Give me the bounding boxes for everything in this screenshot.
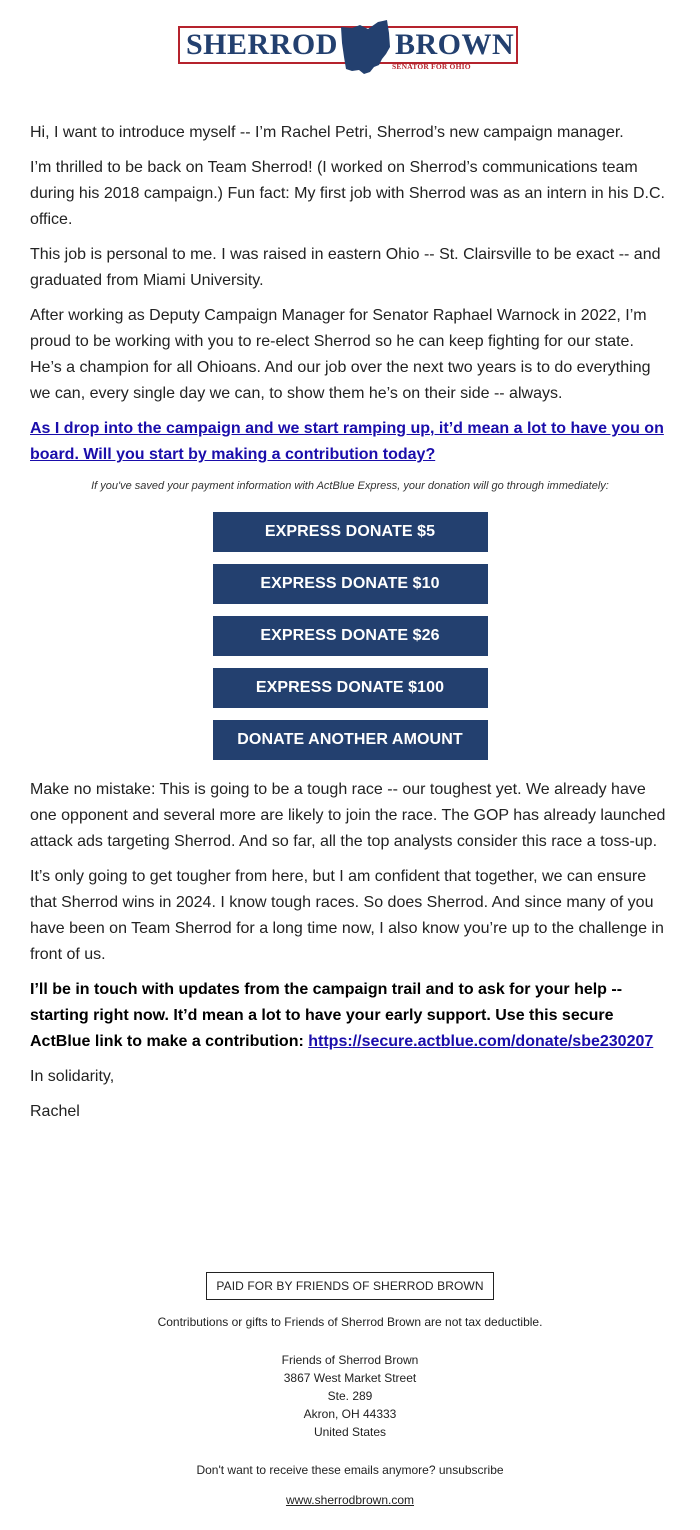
- logo-name-right: BROWN: [395, 28, 515, 61]
- logo-name-left: SHERROD: [186, 28, 338, 61]
- team-paragraph: I’m thrilled to be back on Team Sherrod! (I worked on Sherrod’s communications team during his 2018 campaign.) Fun fact: My first job with Sherrod was as an intern in his D.C. office.: [30, 159, 665, 228]
- actblue-donate-link[interactable]: https://secure.actblue.com/donate/sbe230207: [308, 1033, 654, 1050]
- sherrod-brown-logo: [178, 19, 522, 74]
- email-footer: [0, 1272, 700, 1507]
- tough-race-paragraph: Make no mistake: This is going to be a tough race -- our toughest yet. We already have one opponent and several more are likely to join the race. The GOP has already launched attack ads targeting Sherrod. And so far, all the top analysts consider this race a toss-up.: [30, 781, 666, 850]
- support-text: I’ll be in touch with updates from the campaign trail and to ask for your help -- starting right now. It’d mean a lot to have your early support. Use this secure ActBlue link to make a contribution:: [30, 981, 623, 1050]
- contribution-cta-link[interactable]: As I drop into the campaign and we start ramping up, it’d mean a lot to have you on board. Will you start by making a contribution today?: [30, 420, 664, 463]
- closing: In solidarity,: [30, 1068, 115, 1085]
- tax-disclaimer: Contributions or gifts to Friends of Sherrod Brown are not tax deductible.: [157, 1315, 543, 1329]
- express-donate-10-button[interactable]: EXPRESS DONATE $10: [213, 564, 488, 604]
- ohio-state-icon: [338, 19, 392, 75]
- address-line: Akron, OH 44333: [303, 1407, 397, 1421]
- donate-button-group: [30, 512, 670, 772]
- paid-for-disclaimer: PAID FOR BY FRIENDS OF SHERROD BROWN: [206, 1272, 493, 1300]
- warnock-paragraph: After working as Deputy Campaign Manager for Senator Raphael Warnock in 2022, I’m proud to be working with you to re-elect Sherrod so he can keep fighting for our state. He’s a champion for all Ohioans. And our job over the next two years is to do everything we can, every single day we can, to show them he’s on their side -- always.: [30, 307, 651, 402]
- unsubscribe-link[interactable]: Don't want to receive these emails anymore? unsubscribe: [196, 1463, 504, 1477]
- mailing-address: [0, 1351, 700, 1441]
- confidence-paragraph: It’s only going to get tougher from here, but I am confident that together, we can ensure that Sherrod wins in 2024. I know tough races. So does Sherrod. And since many of you have been on Team Sherrod for a long time now, I also know you’re up to the challenge in front of us.: [30, 868, 664, 963]
- address-line: Ste. 289: [327, 1389, 373, 1403]
- express-donate-100-button[interactable]: EXPRESS DONATE $100: [213, 668, 488, 708]
- website-link[interactable]: www.sherrodbrown.com: [285, 1493, 415, 1507]
- signature: Rachel: [30, 1103, 80, 1120]
- actblue-express-note: If you've saved your payment information with ActBlue Express, your donation will go through immediately:: [91, 480, 609, 492]
- intro-paragraph: Hi, I want to introduce myself -- I’m Rachel Petri, Sherrod’s new campaign manager.: [30, 124, 624, 141]
- express-donate-5-button[interactable]: EXPRESS DONATE $5: [213, 512, 488, 552]
- personal-paragraph: This job is personal to me. I was raised in eastern Ohio -- St. Clairsville to be exact -- and graduated from Miami University.: [30, 246, 661, 289]
- logo-tagline: SENATOR FOR OHIO: [392, 62, 471, 71]
- address-line: Friends of Sherrod Brown: [281, 1353, 419, 1367]
- address-line: United States: [313, 1425, 387, 1439]
- express-donate-26-button[interactable]: EXPRESS DONATE $26: [213, 616, 488, 656]
- address-line: 3867 West Market Street: [283, 1371, 417, 1385]
- email-body: [30, 120, 670, 1134]
- support-paragraph: [30, 977, 670, 1055]
- donate-another-amount-button[interactable]: DONATE ANOTHER AMOUNT: [213, 720, 488, 760]
